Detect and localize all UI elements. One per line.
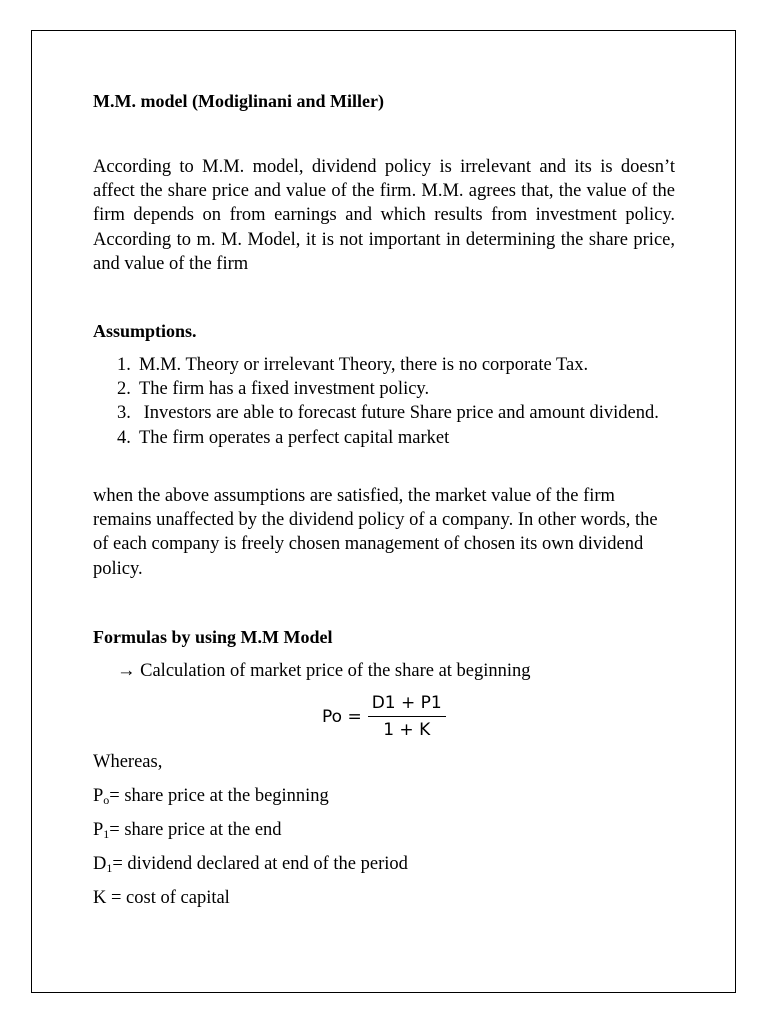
item-number: 1. bbox=[117, 355, 131, 375]
assumption-item bbox=[117, 426, 677, 450]
item-number: 4. bbox=[117, 427, 131, 448]
item-number: 3. bbox=[117, 403, 131, 424]
arrow-icon: → bbox=[117, 661, 136, 681]
definition-subscript: 1 bbox=[106, 861, 113, 875]
assumptions-list bbox=[117, 353, 677, 450]
formula-numerator: D1 + P1 bbox=[368, 693, 446, 717]
definition-text: = dividend declared at end of the period bbox=[112, 854, 408, 874]
definition-subscript: 1 bbox=[103, 827, 110, 841]
assumptions-heading: Assumptions. bbox=[93, 321, 197, 341]
definition-line bbox=[93, 852, 408, 880]
definition-symbol: P bbox=[93, 786, 104, 806]
item-text: The firm operates a perfect capital market bbox=[139, 427, 450, 448]
price-formula bbox=[322, 693, 446, 740]
definition-line bbox=[93, 886, 230, 910]
item-text: The firm has a fixed investment policy. bbox=[139, 379, 430, 400]
assumption-item bbox=[117, 377, 677, 401]
conclusion-paragraph: when the above assumptions are satisfied, the market value of the firm remains unaffected by the dividend policy of a company. In other words, the of each company is freely chosen management of chosen its own dividend policy. bbox=[93, 486, 658, 579]
definition-subscript: o bbox=[103, 793, 110, 807]
definition-text: = share price at the end bbox=[109, 820, 282, 840]
formulas-heading: Formulas by using M.M Model bbox=[93, 627, 333, 647]
assumption-item bbox=[117, 353, 677, 377]
intro-paragraph: According to M.M. model, dividend policy is irrelevant and its is doesn’t affect the share price and value of the firm. M.M. agrees that, the value of the firm depends on from earnings and which results from investment policy. According to m. M. Model, it is not important in determining the share price, and value of the firm bbox=[93, 157, 675, 274]
assumption-item bbox=[117, 401, 677, 425]
calculation-text: Calculation of market price of the share at beginning bbox=[140, 661, 531, 681]
definition-symbol: P bbox=[93, 820, 104, 840]
definition-text: = cost of capital bbox=[106, 888, 230, 908]
formula-lhs: Po = bbox=[322, 706, 362, 727]
whereas-label: Whereas, bbox=[93, 752, 163, 772]
item-text: Investors are able to forecast future Share price and amount dividend. bbox=[139, 403, 659, 424]
definition-line bbox=[93, 784, 329, 812]
definition-text: = share price at the beginning bbox=[109, 786, 329, 806]
definition-symbol: K bbox=[93, 888, 107, 908]
definition-symbol: D bbox=[93, 854, 107, 874]
formula-fraction bbox=[368, 693, 446, 740]
calculation-line bbox=[117, 659, 531, 683]
document-title: M.M. model (Modiglinani and Miller) bbox=[93, 91, 384, 111]
item-number: 2. bbox=[117, 379, 131, 400]
definition-line bbox=[93, 818, 282, 846]
formula-denominator: 1 + K bbox=[383, 720, 431, 740]
item-text: M.M. Theory or irrelevant Theory, there is no corporate Tax. bbox=[139, 355, 589, 375]
